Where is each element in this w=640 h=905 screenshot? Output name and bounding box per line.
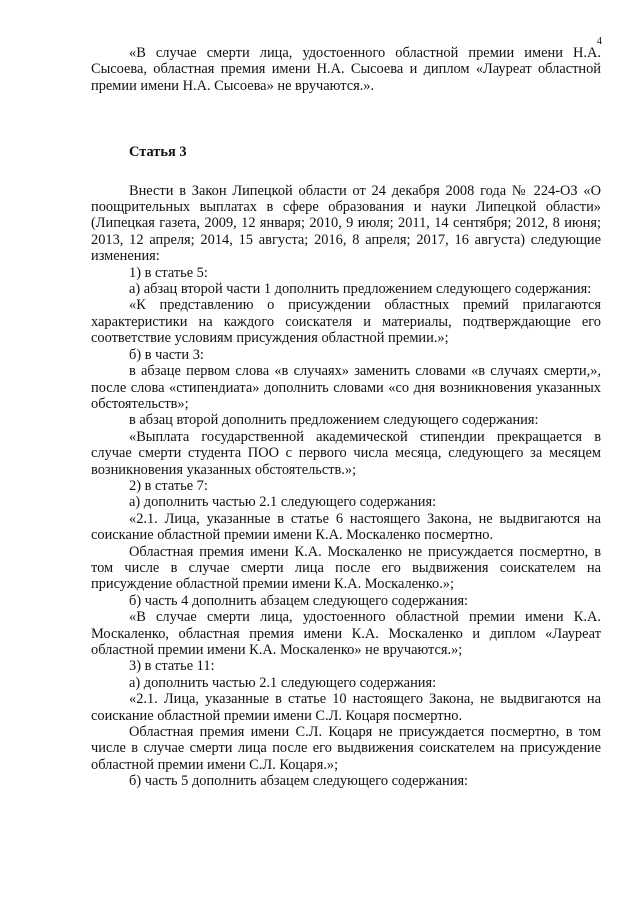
list-item: а) абзац второй части 1 дополнить предложением следующего содержания:: [129, 281, 592, 298]
list-item: б) часть 5 дополнить абзацем следующего содержания:: [129, 773, 469, 790]
list-item: а) дополнить частью 2.1 следующего содержания:: [129, 494, 437, 511]
paragraph-intro: Внести в Закон Липецкой области от 24 декабря 2008 года № 224-ОЗ «О поощрительных выплатах в сфере образования и науки Липецкой области» (Липецкая газета, 2009, 12 января; 2010, 9 июля; 2011, 14 сентября; 2012, 8 июня; 2013, 12 апреля; 2014, 15 августа; 2016, 8 апреля; 2017, 16 августа) следующие изменения:: [91, 182, 601, 265]
article-heading: Статья 3: [129, 144, 187, 161]
paragraph: Областная премия имени С.Л. Коцаря не присуждается посмертно, в том числе в случае смерти лица после его выдвижения соискателем на присуждение областной премии имени С.Л. Коцаря.»;: [91, 724, 601, 773]
quote-paragraph: «2.1. Лица, указанные в статье 6 настоящего Закона, не выдвигаются на соискание областной премии имени К.А. Москаленко посмертно.: [91, 510, 601, 544]
paragraph: Областная премия имени К.А. Москаленко не присуждается посмертно, в том числе в случае смерти лица после его выдвижения соискателем на присуждение областной премии имени К.А. Москаленко.»;: [91, 543, 601, 593]
list-item: б) в части 3:: [129, 346, 204, 363]
list-item: 2) в статье 7:: [129, 477, 208, 494]
spacer: [91, 161, 601, 183]
document-body: [91, 45, 601, 790]
quote-paragraph: «В случае смерти лица, удостоенного областной премии имени К.А. Москаленко, областная премия имени К.А. Москаленко и диплом «Лауреат областной премии имени К.А. Москаленко» не вручаются.»;: [91, 609, 601, 658]
paragraph: в абзаце первом слова «в случаях» заменить словами «в случаях смерти,», после слова «стипендиата» дополнить словами «со дня возникновения указанных обстоятельств»;: [91, 363, 601, 412]
quote-paragraph: «Выплата государственной академической стипендии прекращается в случае смерти студента ПОО с первого числа месяца, следующего за месяцем возникновения указанных обстоятельств.»;: [91, 428, 601, 478]
list-item: б) часть 4 дополнить абзацем следующего содержания:: [129, 592, 469, 609]
paragraph-closing-quote: «В случае смерти лица, удостоенного областной премии имени Н.А. Сысоева, областная премия имени Н.А. Сысоева и диплом «Лауреат областной премии имени Н.А. Сысоева» не вручаются.».: [91, 45, 601, 94]
list-item: а) дополнить частью 2.1 следующего содержания:: [129, 674, 437, 691]
quote-paragraph: «2.1. Лица, указанные в статье 10 настоящего Закона, не выдвигаются на соискание областной премии имени С.Л. Коцаря посмертно.: [91, 691, 601, 724]
list-item: 3) в статье 11:: [129, 658, 215, 675]
quote-paragraph: «К представлению о присуждении областных премий прилагаются характеристики на каждого соискателя и материалы, подтверждающие его соответствие условиям присуждения областной премии.»;: [91, 297, 601, 347]
page-number: 4: [596, 36, 602, 47]
spacer: [91, 94, 601, 144]
list-item: 1) в статье 5:: [129, 264, 208, 281]
paragraph: в абзац второй дополнить предложением следующего содержания:: [129, 412, 539, 429]
